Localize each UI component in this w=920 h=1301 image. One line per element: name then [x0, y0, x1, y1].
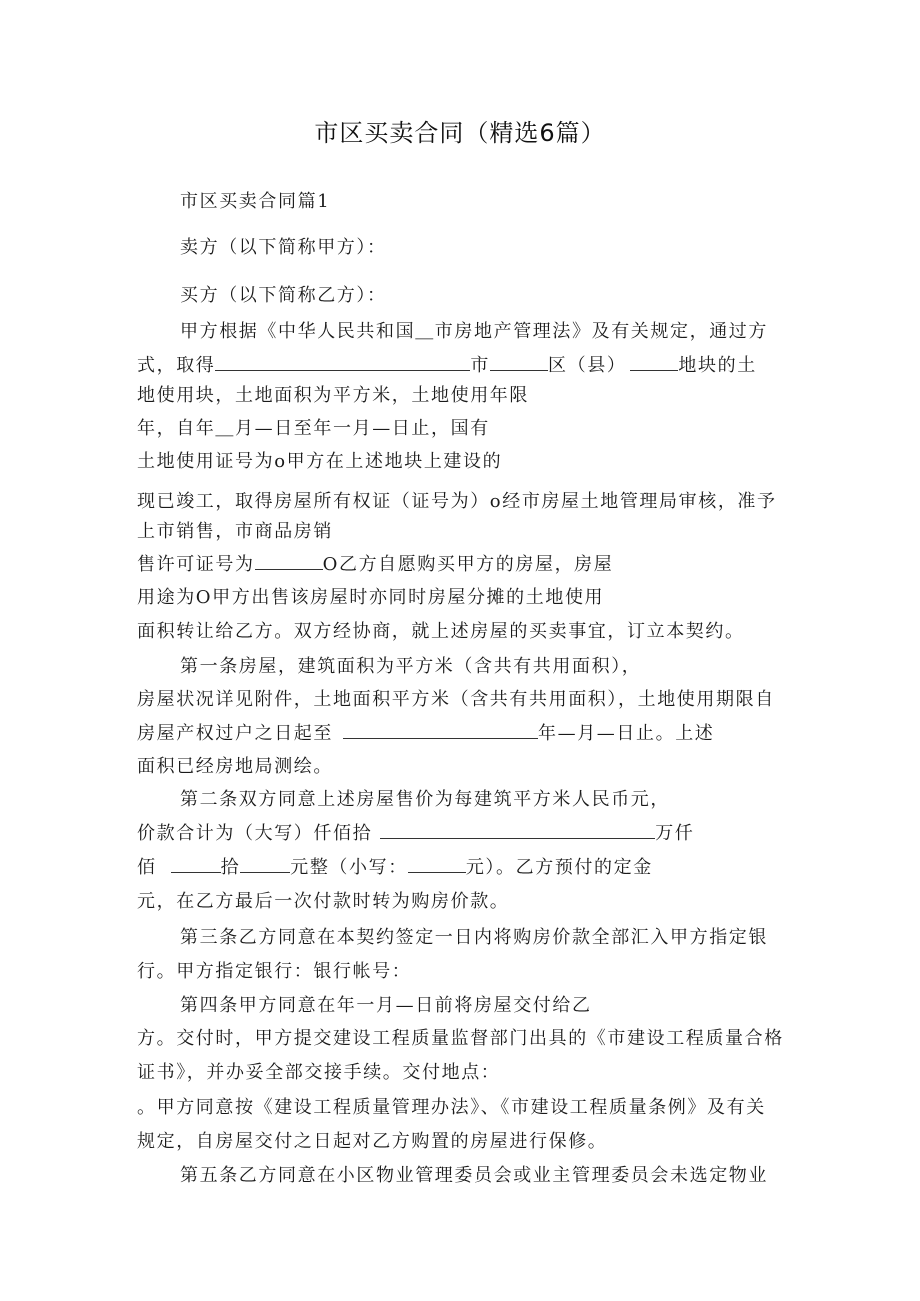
text-line: 面积已经房地局测绘。 — [137, 756, 333, 777]
text-line: 行。甲方指定银行：银行帐号： — [137, 961, 412, 982]
text-span: 房屋产权过户之日起至 — [137, 723, 333, 744]
seller-line: 卖方（以下简称甲方）： — [180, 237, 387, 258]
text-span: 式，取得 — [137, 355, 216, 376]
blank-underline — [380, 820, 655, 839]
text-line: 现已竣工，取得房屋所有权证（证号为）o经市房屋土地管理局审核，准予 — [137, 491, 777, 512]
buyer-line: 买方（以下简称乙方）： — [180, 285, 387, 306]
text-span: 市 — [470, 355, 491, 376]
document-title: 市区买卖合同（精选6篇） — [314, 119, 606, 147]
text-line: 房屋状况详见附件，土地面积平方米（含共有共用面积），土地使用期限自 — [137, 689, 775, 710]
text-line — [137, 720, 714, 746]
text-line: 面积转让给乙方。双方经协商，就上述房屋的买卖事宜，订立本契约。 — [137, 621, 745, 642]
blank-underline — [630, 352, 678, 371]
text-span: 拾 — [220, 857, 241, 878]
article-1: 第一条房屋，建筑面积为平方米（含共有共用面积）， — [180, 656, 642, 677]
article-3: 第三条乙方同意在本契约签定一日内将购房价款全部汇入甲方指定银 — [180, 927, 768, 948]
text-span: 元）。乙方预付的定金 — [465, 857, 653, 878]
text-line: 规定，自房屋交付之日起对乙方购置的房屋进行保修。 — [137, 1131, 608, 1152]
blank-underline — [343, 720, 538, 739]
text-line — [137, 551, 613, 577]
text-line: 甲方根据《中华人民共和国＿市房地产管理法》及有关规定，通过方 — [180, 321, 768, 342]
text-line: 方。交付时，甲方提交建设工程质量监督部门出具的《市建设工程质量合格 — [137, 1028, 784, 1049]
text-line — [137, 854, 653, 880]
article-4: 第四条甲方同意在年一月—日前将房屋交付给乙 — [180, 995, 592, 1016]
text-line — [137, 352, 757, 378]
text-line — [137, 820, 694, 846]
article-2: 第二条双方同意上述房屋售价为每建筑平方米人民币元， — [180, 789, 670, 810]
text-span: 年—月—日止。上述 — [538, 723, 715, 744]
text-line: 。甲方同意按《建设工程质量管理办法》、《市建设工程质量条例》及有关 — [137, 1097, 766, 1118]
text-span: 元整（小写： — [290, 857, 408, 878]
text-line: 年，自年＿月—日至年一月—日止，国有 — [137, 418, 490, 439]
text-span: 万仟 — [655, 823, 695, 844]
text-span: 地块的土 — [678, 355, 757, 376]
text-line: 上市销售，市商品房销 — [137, 521, 333, 542]
article-5: 第五条乙方同意在小区物业管理委员会或业主管理委员会未选定物业 — [180, 1165, 768, 1186]
blank-underline — [490, 352, 548, 371]
blank-underline — [171, 854, 221, 873]
text-span: 价款合计为（大写）仟佰拾 — [137, 823, 373, 844]
section-heading: 市区买卖合同篇1 — [180, 191, 331, 212]
text-line: 用途为O甲方出售该房屋时亦同时房屋分摊的土地使用 — [137, 587, 605, 608]
blank-underline — [215, 352, 470, 371]
blank-underline — [240, 854, 290, 873]
text-line: 元，在乙方最后一次付款时转为购房价款。 — [137, 891, 510, 912]
text-line: 证书》，并办妥全部交接手续。交付地点： — [137, 1062, 501, 1083]
blank-underline — [255, 551, 323, 570]
text-span: 区（县） — [548, 355, 627, 376]
text-line: 土地使用证号为o甲方在上述地块上建设的 — [137, 451, 503, 472]
blank-underline — [408, 854, 466, 873]
text-span: 佰 — [137, 857, 157, 878]
text-span: 售许可证号为 — [137, 554, 255, 575]
text-line: 地使用块，土地面积为平方米，土地使用年限 — [137, 385, 529, 406]
text-span: O乙方自愿购买甲方的房屋，房屋 — [322, 554, 614, 575]
